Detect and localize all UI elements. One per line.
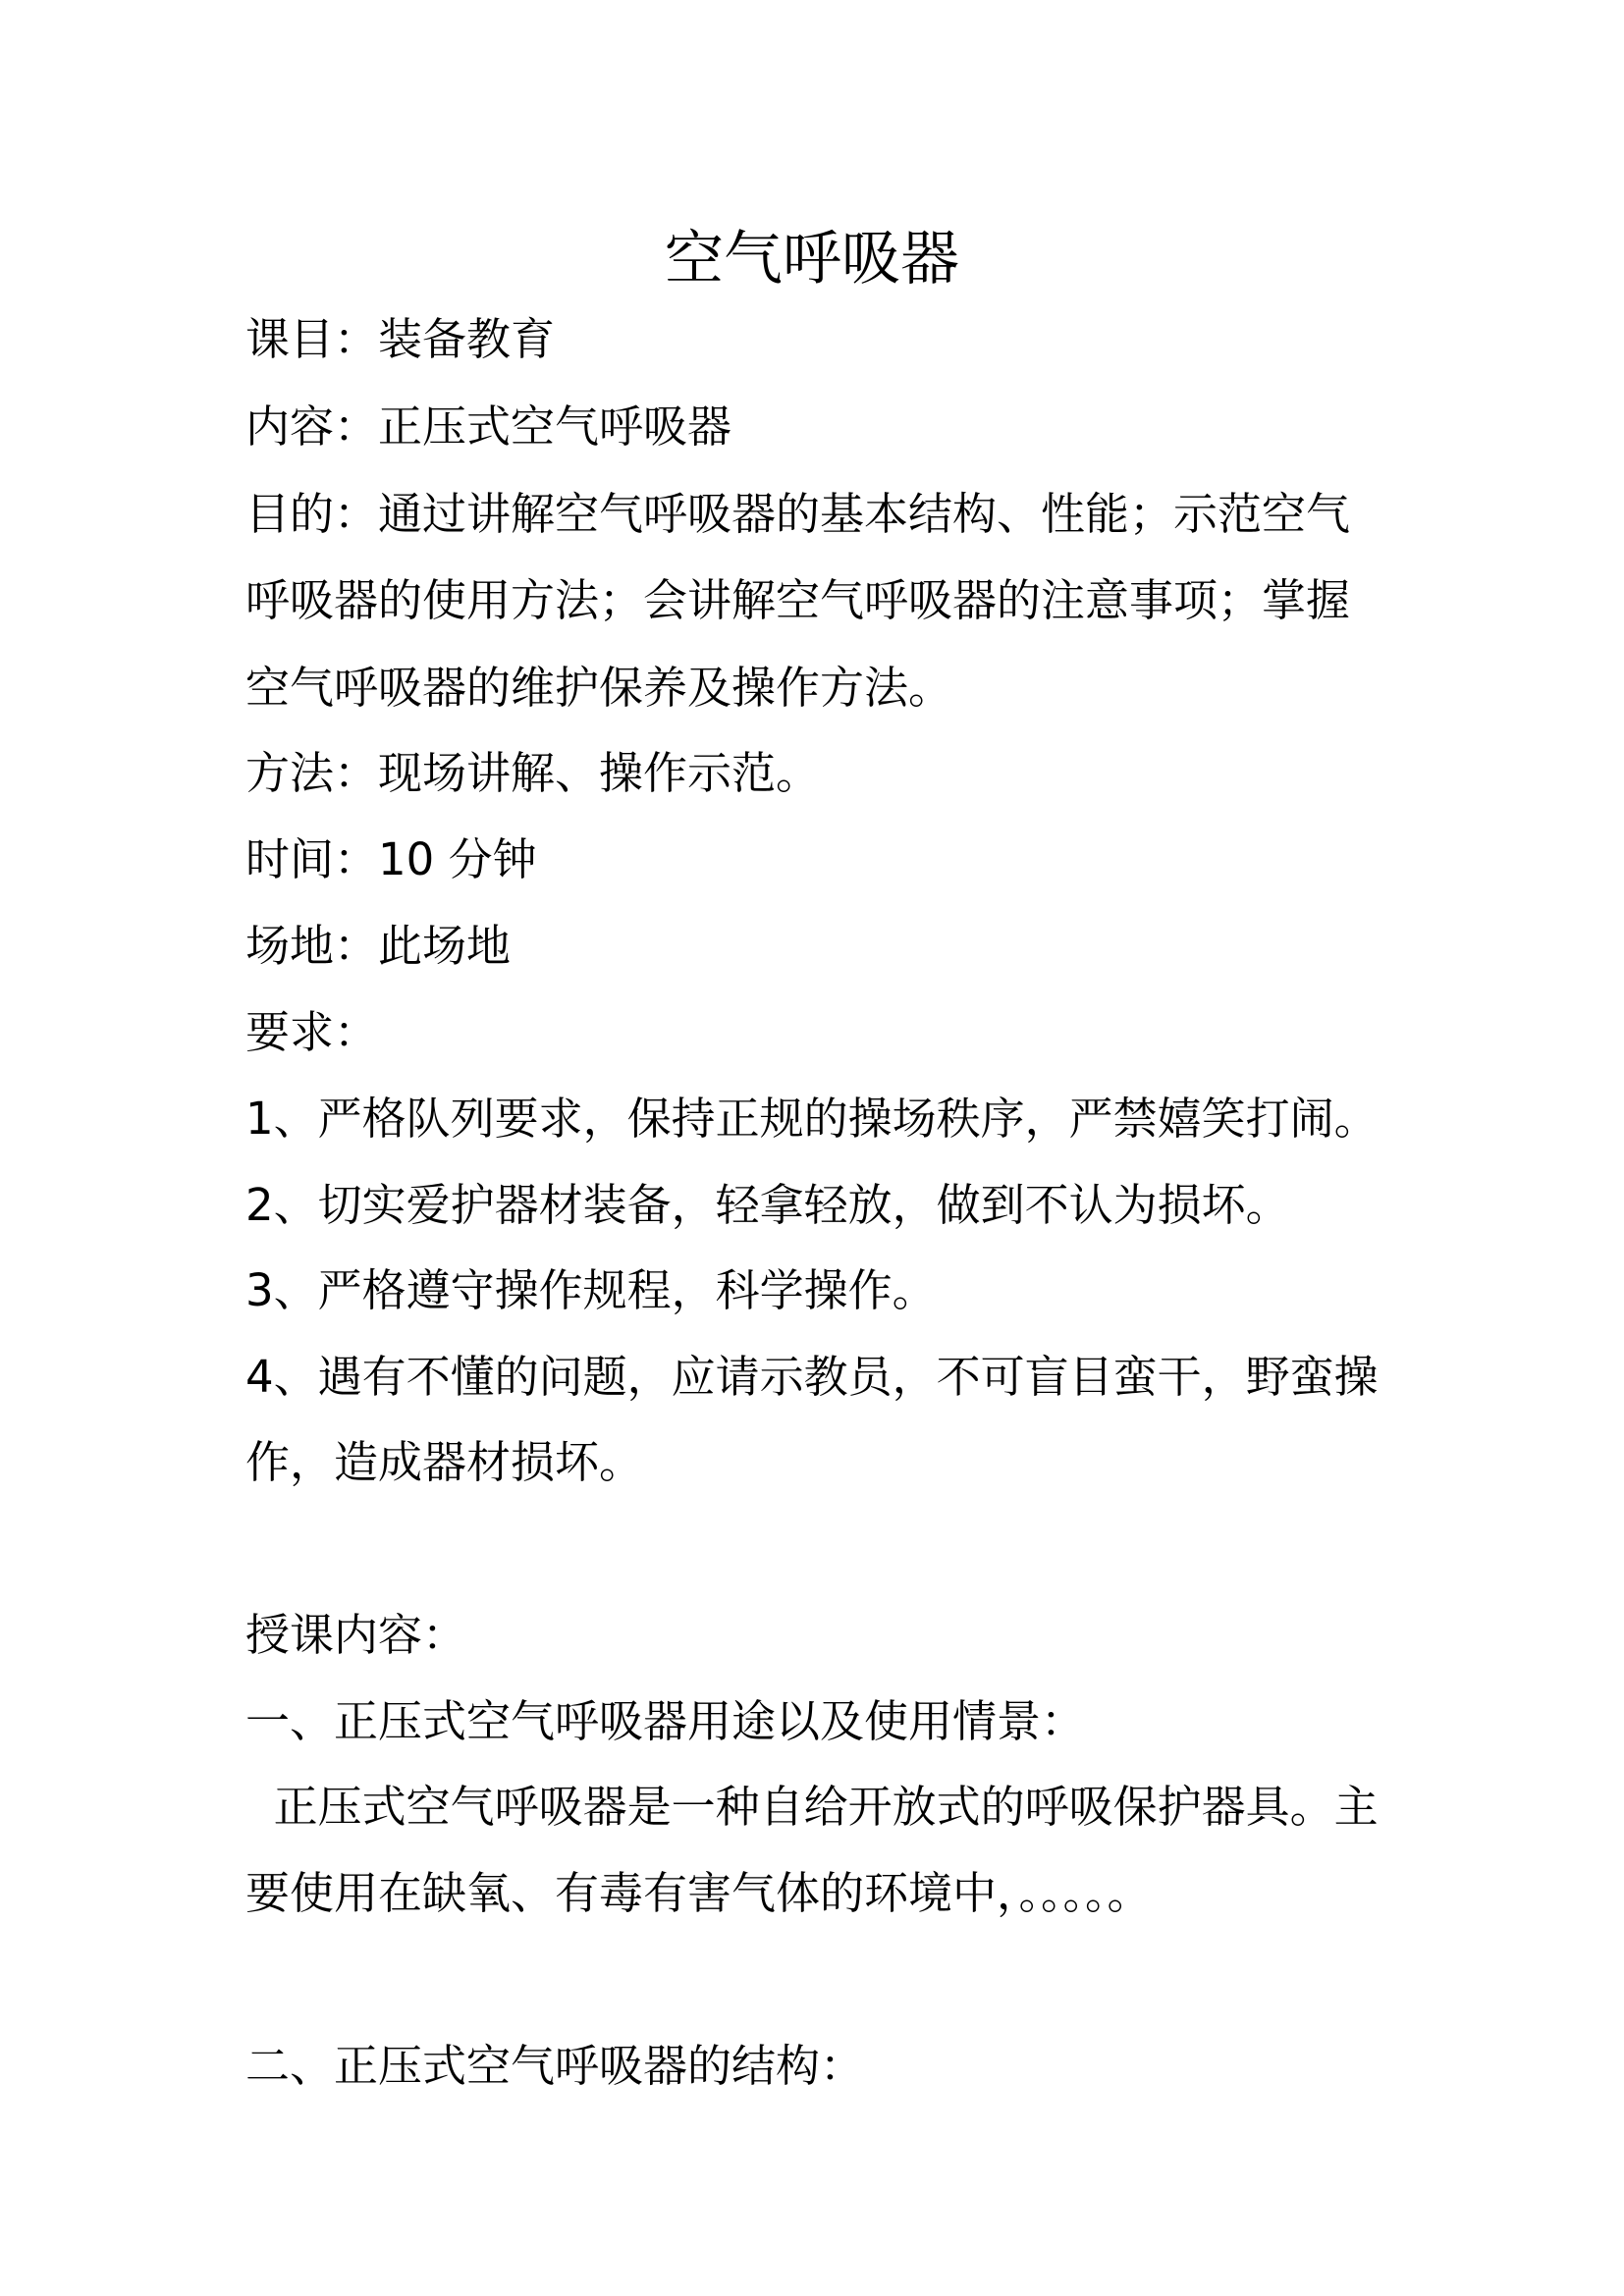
content-line: 内容：正压式空气呼吸器 xyxy=(245,400,732,453)
section-1-body-1: 正压式空气呼吸器是一种自给开放式的呼吸保护器具。主 xyxy=(245,1781,1379,1833)
time-line: 时间：10 分钟 xyxy=(245,833,537,885)
document-title: 空气呼吸器 xyxy=(665,225,959,294)
purpose-line-1: 目的：通过讲解空气呼吸器的基本结构、性能；示范空气 xyxy=(245,488,1351,540)
requirement-item-3: 3、严格遵守操作规程，科学操作。 xyxy=(245,1264,937,1316)
requirement-item-2: 2、切实爱护器材装备，轻拿轻放，做到不认为损坏。 xyxy=(245,1179,1290,1231)
requirement-item-4b: 作，造成器材损坏。 xyxy=(245,1436,644,1488)
requirement-item-4a: 4、遇有不懂的问题，应请示教员，不可盲目蛮干，野蛮操 xyxy=(245,1351,1379,1403)
requirement-item-1: 1、严格队列要求，保持正规的操场秩序，严禁嬉笑打闹。 xyxy=(245,1093,1379,1145)
section-1-body-2: 要使用在缺氧、有毒有害气体的环境中，。。。。。 xyxy=(245,1867,1152,1919)
purpose-line-3: 空气呼吸器的维护保养及操作方法。 xyxy=(245,662,953,714)
section-1-heading: 一、正压式空气呼吸器用途以及使用情景： xyxy=(245,1695,1086,1747)
venue-line: 场地：此场地 xyxy=(245,920,512,972)
requirements-heading: 要求： xyxy=(245,1006,379,1058)
section-2-heading: 二、正压式空气呼吸器的结构： xyxy=(245,2040,865,2092)
purpose-line-2: 呼吸器的使用方法；会讲解空气呼吸器的注意事项；掌握 xyxy=(245,574,1351,626)
lesson-content-heading: 授课内容： xyxy=(245,1609,467,1661)
subject-line: 课目：装备教育 xyxy=(245,313,556,365)
method-line: 方法：现场讲解、操作示范。 xyxy=(245,747,821,799)
